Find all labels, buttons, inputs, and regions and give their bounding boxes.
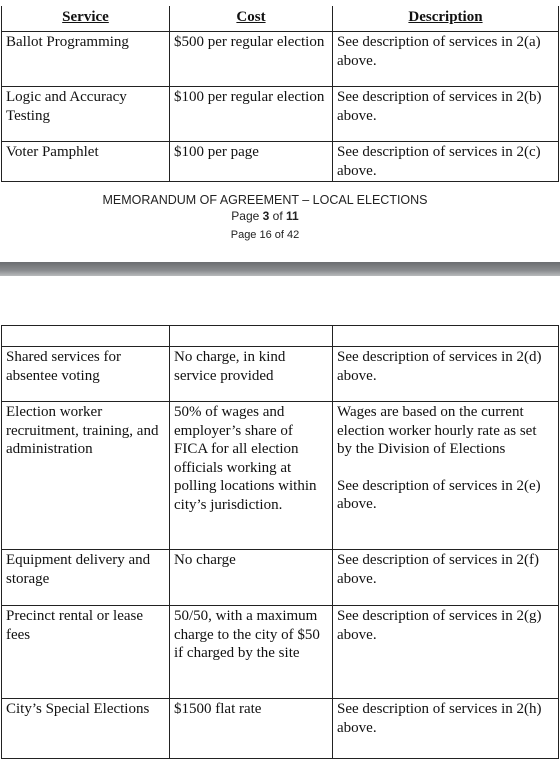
services-table-top bbox=[1, 6, 559, 182]
memo-title: MEMORANDUM OF AGREEMENT – LOCAL ELECTIONS bbox=[102, 193, 428, 207]
cell-cost: $1500 flat rate bbox=[170, 699, 333, 759]
blank-header-row bbox=[2, 326, 559, 347]
page-current: 3 bbox=[262, 209, 270, 223]
cell-description: See description of services in 2(g) above. bbox=[333, 606, 559, 699]
cell-service: Voter Pamphlet bbox=[2, 142, 170, 182]
table-row bbox=[2, 87, 559, 142]
table-row bbox=[2, 550, 559, 606]
cell-cost: No charge bbox=[170, 550, 333, 606]
header-description: Description bbox=[333, 6, 559, 32]
table-row bbox=[2, 32, 559, 87]
cell-cost: $500 per regular election bbox=[170, 32, 333, 87]
cell-description: See description of services in 2(a) above. bbox=[333, 32, 559, 87]
description-paragraph: Wages are based on the current election worker hourly rate as set by the Division of Elections bbox=[337, 404, 537, 457]
table-row bbox=[2, 699, 559, 759]
cell-service: Ballot Programming bbox=[2, 32, 170, 87]
cell-service: Equipment delivery and storage bbox=[2, 550, 170, 606]
cell-service: Election worker recruitment, training, and administration bbox=[2, 402, 170, 550]
cell-description: See description of services in 2(c) above. bbox=[333, 142, 559, 182]
table-header-row bbox=[2, 6, 559, 32]
header-service: Service bbox=[2, 6, 170, 32]
header-cost: Cost bbox=[170, 6, 333, 32]
page-of-text: of bbox=[269, 209, 287, 223]
cell-description: See description of services in 2(d) above. bbox=[333, 347, 559, 402]
blank-cell bbox=[333, 326, 559, 347]
cell-cost: 50% of wages and employer’s share of FICA for all election officials working at polling locations within city’s jurisdiction. bbox=[170, 402, 333, 550]
cell-cost: No charge, in kind service provided bbox=[170, 347, 333, 402]
cell-service: City’s Special Elections bbox=[2, 699, 170, 759]
cell-description bbox=[333, 402, 559, 550]
page-total: 11 bbox=[286, 209, 299, 223]
cell-description: See description of services in 2(b) above. bbox=[333, 87, 559, 142]
description-paragraph: See description of services in 2(e) above. bbox=[337, 477, 541, 512]
cell-cost: $100 per page bbox=[170, 142, 333, 182]
cell-service: Logic and Accuracy Testing bbox=[2, 87, 170, 142]
cell-service: Precinct rental or lease fees bbox=[2, 606, 170, 699]
cell-description: See description of services in 2(h) above. bbox=[333, 699, 559, 759]
overall-page-number: Page 16 of 42 bbox=[230, 229, 300, 241]
services-table-bottom bbox=[1, 325, 559, 759]
cell-description: See description of services in 2(f) above. bbox=[333, 550, 559, 606]
cell-cost: $100 per regular election bbox=[170, 87, 333, 142]
cell-cost: 50/50, with a maximum charge to the city of $50 if charged by the site bbox=[170, 606, 333, 699]
page-number bbox=[0, 209, 530, 223]
page-break-divider bbox=[0, 262, 560, 276]
cell-service: Shared services for absentee voting bbox=[2, 347, 170, 402]
table-row bbox=[2, 606, 559, 699]
blank-cell bbox=[2, 326, 170, 347]
blank-cell bbox=[170, 326, 333, 347]
table-row bbox=[2, 347, 559, 402]
table-row bbox=[2, 402, 559, 550]
table-row bbox=[2, 142, 559, 182]
page-prefix: Page bbox=[231, 209, 263, 223]
